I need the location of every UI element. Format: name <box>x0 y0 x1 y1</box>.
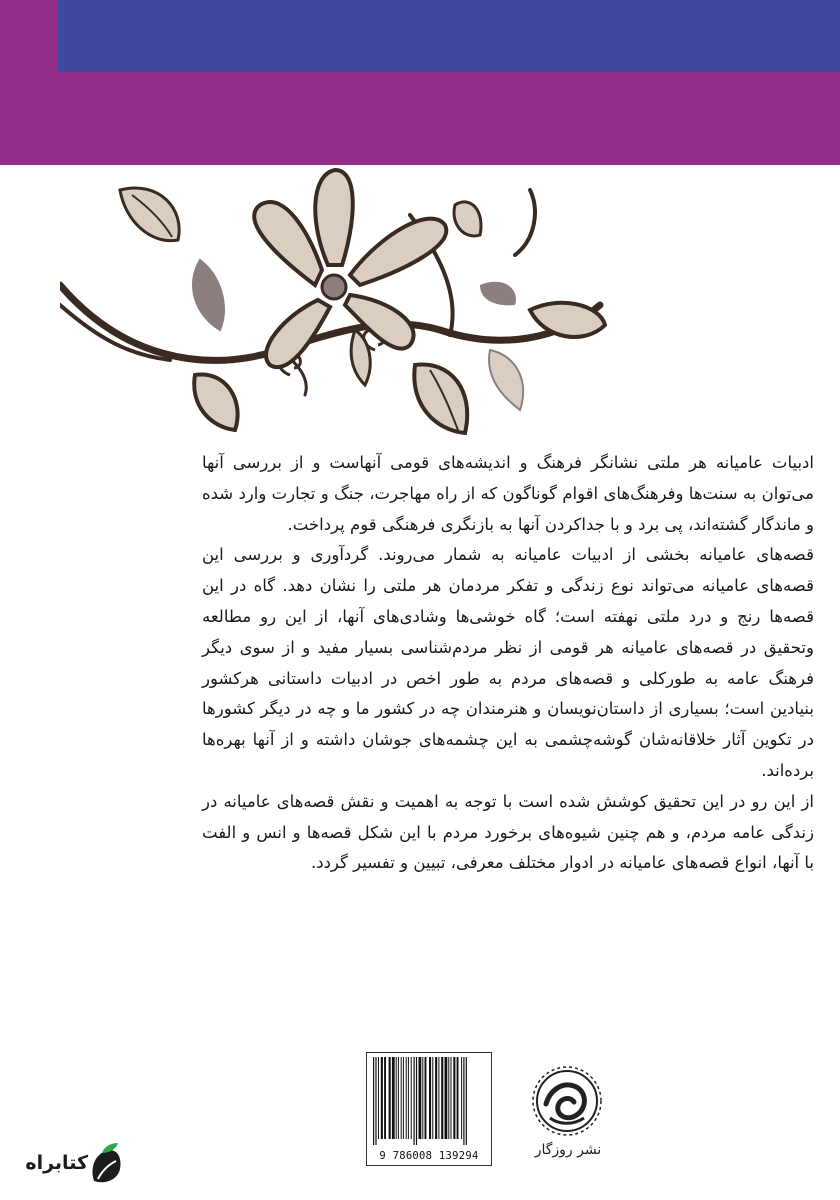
description-text <box>202 448 814 879</box>
barcode-bars <box>371 1057 487 1145</box>
barcode-number: 9 786008 139294 <box>379 1150 479 1162</box>
top-blue-band <box>57 0 840 72</box>
paragraph: قصه‌های عامیانه بخشی از ادبیات عامیانه به شمار می‌روند. گردآوری و بررسی این قصه‌های عامیانه می‌تواند نوع زندگی و تفکر مردمان هر ملتی را نشان دهد. گاه در این قصه‌ها رنج و درد ملتی نهفته است؛ گاه خوشی‌ها وشادی‌های آنها، از این رو مطالعه وتحقیق در قصه‌های عامیانه هر قومی از نظر مردم‌شناسی بسیار مفید و از سوی دیگر فرهنگ عامه به طورکلی و قصه‌های مردم به طور اخص در ادبیات داستانی هرکشور بنیادین است؛ بسیاری از داستان‌نویسان و هنرمندان چه در کشور ما و چه در دیگر کشورها در تکوین آثار خلاقانه‌شان گوشه‌چشمی به این چشمه‌های جوشان داشته و از آنها بهره‌ها برده‌اند. <box>202 545 814 780</box>
ketabrah-leaf-icon <box>88 1141 124 1185</box>
paragraph: ادبیات عامیانه هر ملتی نشانگر فرهنگ و اندیشه‌های قومی آنهاست و از بررسی آنها می‌توان به سنت‌ها وفرهنگ‌های اقوام گوناگون که از راه مهاجرت، جنگ و تجارت وارد شده و ماندگار گشته‌اند، پی برد و با جداکردن آنها به بازنگری فرهنگی قوم پرداخت. <box>202 453 814 534</box>
floral-ornament <box>60 165 620 455</box>
publisher-name: نشر روزگار <box>534 1142 602 1158</box>
publisher-logo-icon <box>528 1062 606 1140</box>
paragraph: از این رو در این تحقیق کوشش شده است با توجه به اهمیت و نقش قصه‌های عامیانه در زندگی عامه مردم، و هم چنین شیوه‌های برخورد مردم با این شکل قصه‌ها و انس و الفت با آنها، انواع قصه‌های عامیانه در ادوار مختلف معرفی، تبیین و تفسیر گردد. <box>202 791 814 873</box>
ketabrah-brand-name: کتابراه <box>25 1152 88 1174</box>
isbn-barcode <box>366 1052 492 1166</box>
